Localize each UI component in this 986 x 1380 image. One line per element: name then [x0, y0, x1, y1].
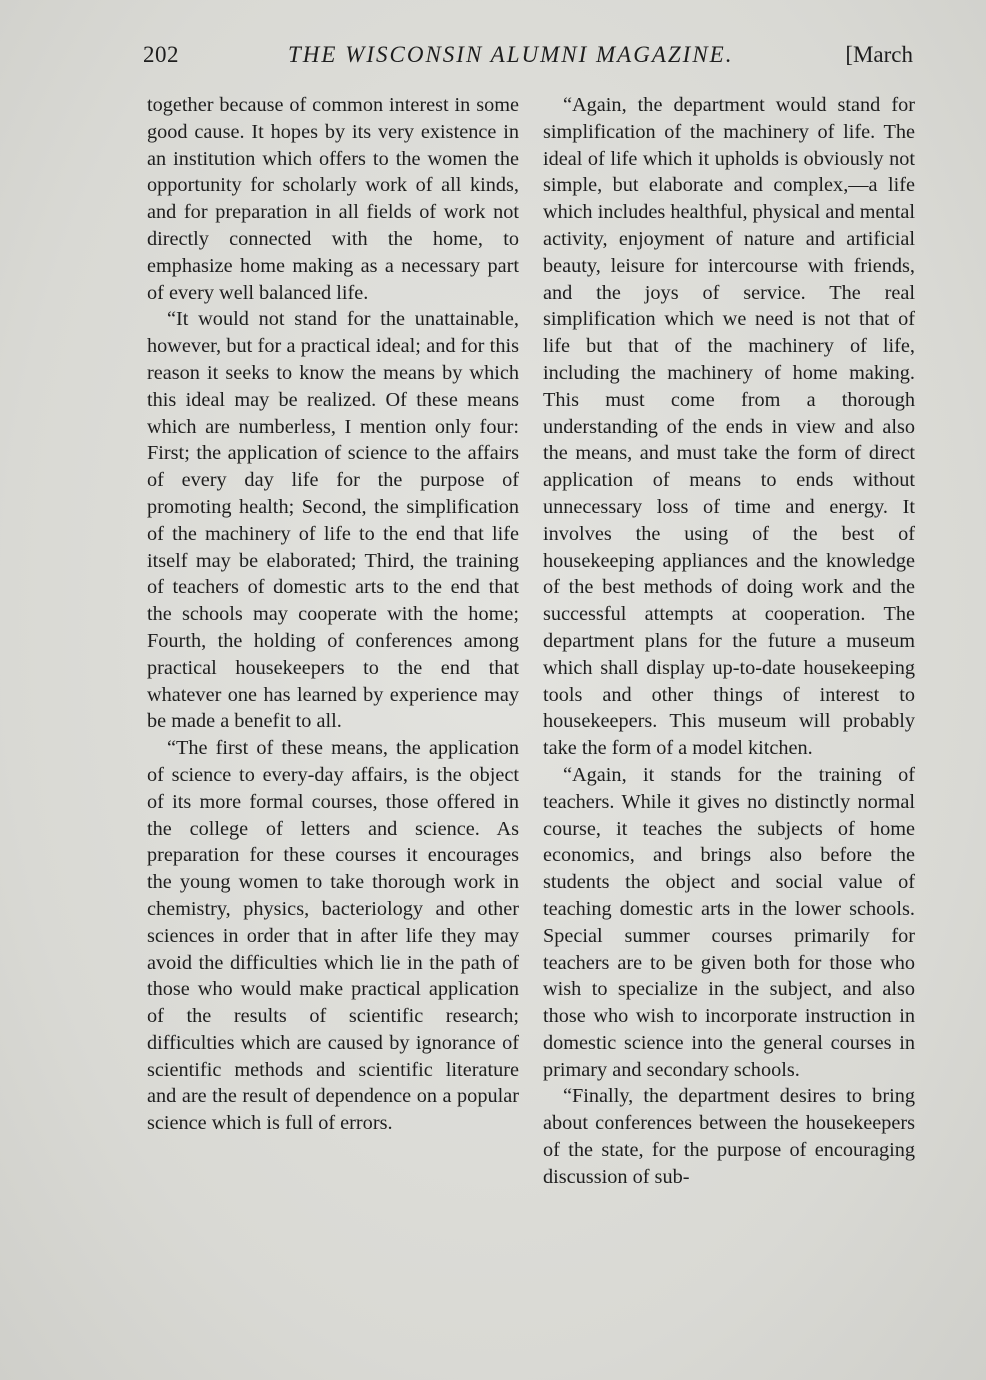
paragraph: “Again, it stands for the training of teachers. While it gives no distinctly normal course, it teaches the subjects of home economics, and brings also before the students the object and social value of teaching domestic arts in the lower schools. Special summer courses primarily for teachers are to be given both for those who wish to specialize in the subject, and also those who wish to incorporate instruction in domestic science into the general courses in primary and secondary schools. — [543, 763, 915, 1081]
paragraph: “Again, the department would stand for simplification of the machinery of life. The ideal of life which it upholds is obviously not simple, but elaborate and complex,—a life which includes healthful, physical and mental activity, enjoyment of nature and artificial beauty, leisure for intercourse with friends, and the joys of service. The real simplification which we need is not that of life but that of the machinery of life, including the machinery of home making. This must come from a thorough understanding of the ends in view and also the means, and must take the form of direct application of means to ends without unnecessary loss of time and energy. It involves the using of the best of housekeeping appliances and the knowledge of the best methods of doing work and the successful attempts at cooperation. The department plans for the future a museum which shall display up-to-date housekeeping tools and other things of interest to housekeepers. This museum will probably take the form of a model kitchen. — [543, 94, 915, 760]
right-column — [543, 92, 915, 1191]
paragraph: “The first of these means, the application of science to every-day affairs, is the object of its more formal courses, those offered in the college of letters and science. As preparation for these courses it encourages the young women to take thorough work in chemistry, physics, bacteriology and other sciences in order that in after life they may avoid the difficulties which lie in the path of those who would make practical application of the results of scientific research; difficulties which are caused by ignorance of scientific methods and scientific literature and are the result of dependence on a popular science which is full of errors. — [147, 737, 519, 1135]
paragraph: “It would not stand for the unattainable, however, but for a practical ideal; and for this reason it seeks to know the means by which this ideal may be realized. Of these means which are numberless, I mention only four: First; the application of science to the affairs of every day life for the purpose of promoting health; Second, the simplification of the machinery of life to the end that life itself may be elaborated; Third, the training of teachers of domestic arts to the end that the schools may cooperate with the home; Fourth, the holding of conferences among practical housekeepers to the end that whatever one has learned by experience may be made a benefit to all. — [147, 308, 519, 733]
journal-title: THE WISCONSIN ALUMNI MAGAZINE. — [288, 42, 734, 67]
paragraph: together because of common interest in some good cause. It hopes by its very existence in an institution which offers to the women the opportunity for scholarly work of all kinds, and for preparation in all fields of work not directly connected with the home, to emphasize home making as a necessary part of every well balanced life. — [147, 94, 519, 304]
page-number: 202 — [143, 42, 179, 67]
left-column — [147, 92, 519, 1137]
paragraph: “Finally, the department desires to bring about conferences between the housekeepers of the state, for the purpose of encouraging discussion of sub- — [543, 1085, 915, 1188]
running-head — [143, 40, 913, 70]
issue-month: [March — [845, 42, 913, 67]
